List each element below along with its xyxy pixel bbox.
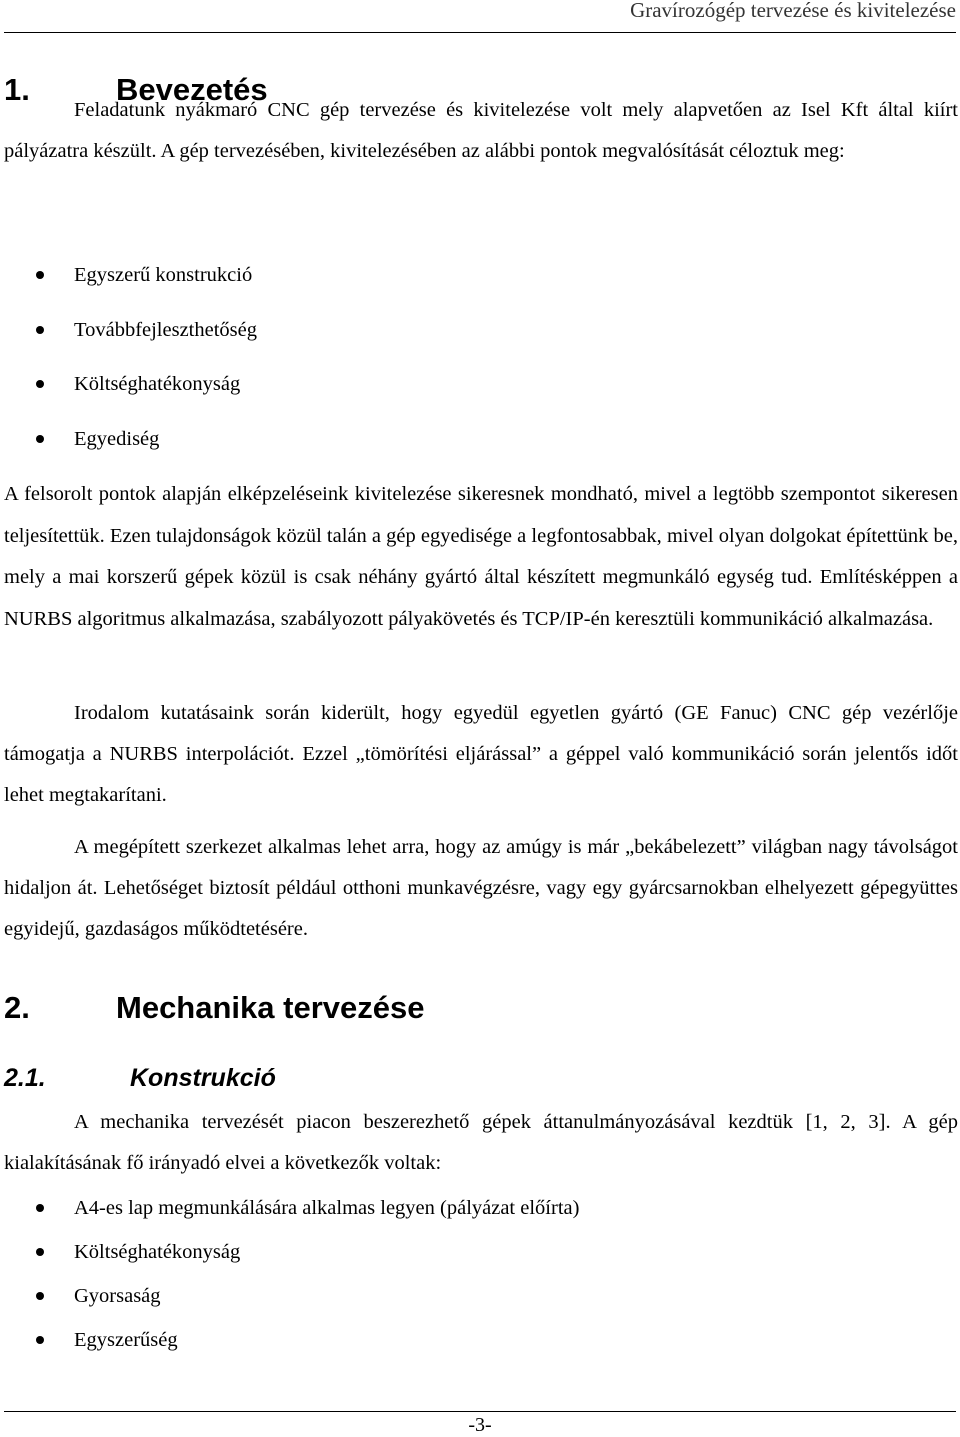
section-2-title: Mechanika tervezése bbox=[116, 990, 425, 1025]
subsection-2-1-title: Konstrukció bbox=[130, 1064, 276, 1092]
section-2-heading bbox=[4, 990, 424, 1026]
section-2-number: 2. bbox=[4, 990, 30, 1025]
subsection-2-1-heading bbox=[4, 1064, 276, 1093]
header-rule bbox=[4, 32, 956, 33]
list-item: Költséghatékonyság bbox=[0, 1230, 579, 1274]
list-item: Továbbfejleszthetőség bbox=[0, 303, 257, 358]
principles-list bbox=[0, 1186, 579, 1362]
applications-paragraph: A megépített szerkezet alkalmas lehet arra, hogy az amúgy is már „bekábelezett” világban nagy távolságot hidaljon át. Lehetőséget biztosít például otthoni munkavégzésre, vagy egy gyárcsarnokban elhelyezett gépegyüttes egyidejű, gazdaságos működtetésére. bbox=[4, 836, 958, 940]
section-1-title: Bevezetés bbox=[116, 72, 268, 107]
bullet-icon bbox=[36, 326, 44, 334]
page-number: -3- bbox=[468, 1414, 492, 1436]
list-item: Egyszerű konstrukció bbox=[0, 248, 257, 303]
list-item: A4-es lap megmunkálására alkalmas legyen (pályázat előírta) bbox=[0, 1186, 579, 1230]
bullet-icon bbox=[36, 271, 44, 279]
subsection-2-1-number: 2.1. bbox=[4, 1064, 46, 1092]
mechanics-intro-paragraph: A mechanika tervezését piacon beszerezhető gépek áttanulmányozásával kezdtük [1, 2, 3]. A gép kialakításának fő irányadó elvei a következők voltak: bbox=[4, 1111, 958, 1174]
bullet-icon bbox=[36, 1336, 44, 1344]
section-1-number: 1. bbox=[4, 72, 30, 107]
bullet-icon bbox=[36, 1292, 44, 1300]
goals-list bbox=[0, 248, 257, 466]
running-header: Gravírozógép tervezése és kivitelezése bbox=[630, 0, 956, 22]
intro-paragraph: Feladatunk nyákmaró CNC gép tervezése és kivitelezése volt mely alapvetően az Isel Kft által kiírt pályázatra készült. A gép tervezésében, kivitelezésében az alábbi pontok megvalósítását céloztuk meg: bbox=[4, 99, 958, 162]
list-item: Költséghatékonyság bbox=[0, 357, 257, 412]
bullet-icon bbox=[36, 380, 44, 388]
bullet-icon bbox=[36, 1248, 44, 1256]
list-item: Egyediség bbox=[0, 412, 257, 467]
list-item: Egyszerűség bbox=[0, 1318, 579, 1362]
literature-paragraph: Irodalom kutatásaink során kiderült, hogy egyedül egyetlen gyártó (GE Fanuc) CNC gép vezérlője támogatja a NURBS interpolációt. Ezzel „tömörítési eljárással” a géppel való kommunikáció során jelentős időt lehet megtakarítani. bbox=[4, 702, 958, 806]
bullet-icon bbox=[36, 1204, 44, 1212]
list-item: Gyorsaság bbox=[0, 1274, 579, 1318]
results-paragraph: A felsorolt pontok alapján elképzeléseink kivitelezése sikeresnek mondható, mivel a legtöbb szempontot sikeresen teljesítettük. Ezen tulajdonságok közül talán a gép egyedisége a legfontosabbak, mivel olyan dolgokat építettünk be, mely a mai korszerű gépek közül is csak néhány gyártó által készített megmunkáló egység tud. Említésképpen a NURBS algoritmus alkalmazása, szabályozott pályakövetés és TCP/IP-én keresztüli kommunikáció alkalmazása. bbox=[4, 483, 958, 630]
footer-rule bbox=[4, 1411, 956, 1412]
bullet-icon bbox=[36, 435, 44, 443]
